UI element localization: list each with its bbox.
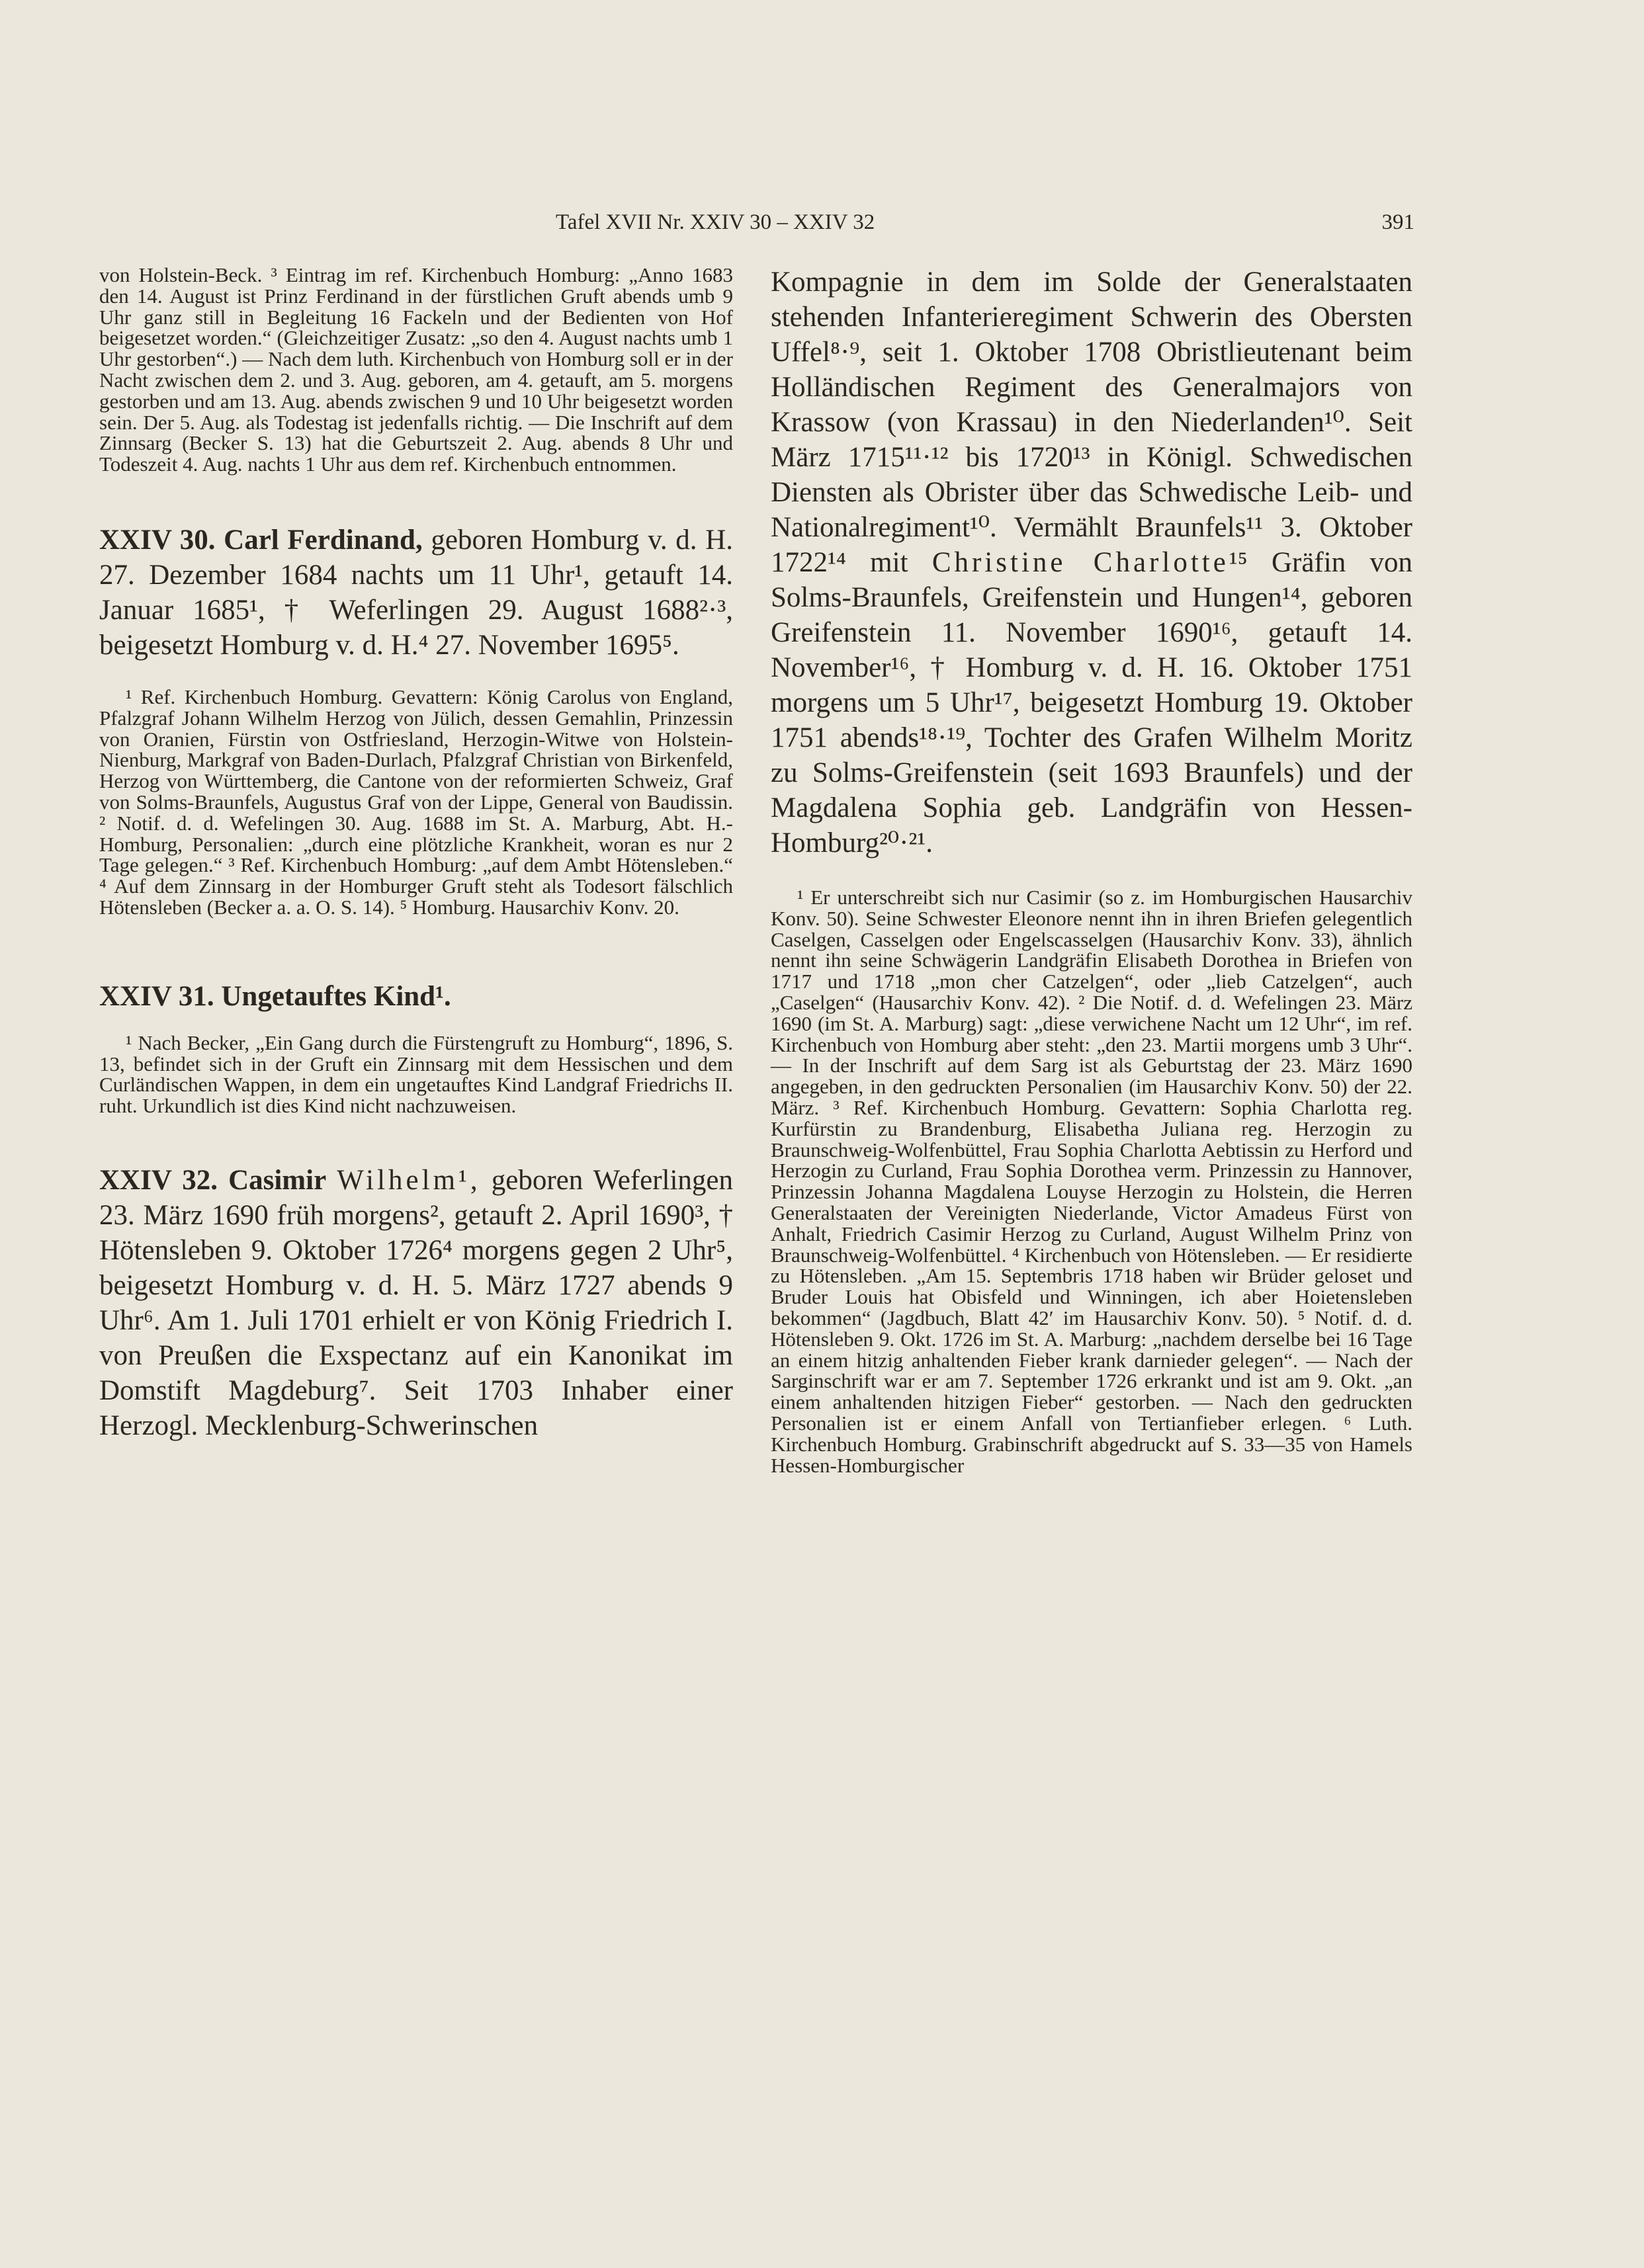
footnote-block-31: ¹ Nach Becker, „Ein Gang durch die Fürstengruft zu Homburg“, 1896, S. 13, befindet sich in der Gruft ein Zinnsarg mit dem Hessischen und dem Curländischen Wappen, in dem ein ungetauftes Kind Landgraf Friedrichs II. ruht. Urkundlich ist dies Kind nicht nachzuweisen. [99, 1030, 733, 1118]
running-title: Tafel XVII Nr. XXIV 30 – XXIV 32 [556, 210, 875, 234]
page-header [99, 210, 1414, 243]
entry-name-secondary: Wilhelm¹, [337, 1164, 481, 1196]
continued-text: Kompagnie in dem im Solde der Generalstaaten stehenden Infanterieregiment Schwerin des Obersten Uffel⁸·⁹, seit 1. Oktober 1708 Obristlieutenant beim Holländischen Regiment des Generalmajors von Krassow (von Krassau) in den Niederlanden¹⁰. Seit März 1715¹¹·¹² bis 1720¹³ in Königl. Schwedischen Diensten als Obrister über das Schwedische Leib- und Nationalregiment¹⁰. Vermählt Braunfels¹¹ 3. Oktober 1722¹⁴ mit [771, 267, 1412, 578]
continued-footnote: von Holstein-Beck. ³ Eintrag im ref. Kirchenbuch Homburg: „Anno 1683 den 14. August ist Prinz Ferdinand in der fürstlichen Gruft abends umb 9 Uhr ganz still in Begleitung 16 Fackeln und der Bedienten von Hof beigesetzet worden.“ (Gleichzeitiger Zusatz: „so den 4. August nachts umb 1 Uhr gestorben“.) — Nach dem luth. Kirchenbuch von Homburg soll er in der Nacht zwischen dem 2. und 3. Aug. geboren, am 4. getauft, am 5. morgens gestorben und am 13. Aug. abends zwischen 9 und 10 Uhr beigesetzt worden sein. Der 5. Aug. als Todestag ist jedenfalls richtig. — Die Inschrift auf dem Zinnsarg (Becker S. 13) hat die Geburtszeit 2. Aug. abends 8 Uhr und Todeszeit 4. Aug. nachts 1 Uhr aus dem ref. Kirchenbuch entnommen. [99, 263, 733, 476]
entry-name: Carl Ferdinand, [224, 524, 423, 556]
entry-xxiv-31 [99, 979, 733, 1014]
entry-number: XXIV 32. [99, 1164, 218, 1196]
continued-text-2: ¹⁵ Gräfin von Solms-Braunfels, Greifenstein und Hungen¹⁴, geboren Greifenstein 11. November 1690¹⁶, getauft 14. November¹⁶, † Homburg v. d. H. 16. Oktober 1751 morgens um 5 Uhr¹⁷, beigesetzt Homburg 19. Oktober 1751 abends¹⁸·¹⁹, Tochter des Grafen Wilhelm Moritz zu Solms-Greifenstein (seit 1693 Braunfels) und der Magdalena Sophia geb. Landgräfin von Hessen-Homburg²⁰·²¹. [771, 547, 1412, 859]
entry-number: XXIV 30. [99, 524, 216, 556]
left-column [99, 265, 733, 1443]
right-column [771, 265, 1412, 1476]
entry-xxiv-32-continued [771, 265, 1412, 861]
entry-text: geboren Homburg v. d. H. 27. Dezember 1684 nachts um 11 Uhr¹, getauft 14. Januar 1685¹, † Weferlingen 29. August 1688²·³, beigesetzt Homburg v. d. H.⁴ 27. November 1695⁵. [99, 524, 733, 661]
footnote-block-32: ¹ Er unterschreibt sich nur Casimir (so z. im Homburgischen Hausarchiv Konv. 50). Seine Schwester Eleonore nennt ihn in ihren Briefen gelegentlich Caselgen, Casselgen oder Engelscasselgen (Hausarchiv Konv. 33), ähnlich nennt ihn seine Schwägerin Landgräfin Elisabeth Dorothea in Briefen von 1717 und 1718 „mon cher Catzelgen“, oder „lieb Catzelgen“, auch „Caselgen“ (Hausarchiv Konv. 42). ² Die Notif. d. d. Wefelingen 23. März 1690 (im St. A. Marburg) sagt: „diese verwichene Nacht um 12 Uhr“, im ref. Kirchenbuch von Homburg aber steht: „den 23. Martii morgens umb 3 Uhr“. — In der Inschrift auf dem Sarg ist als Geburtstag der 23. März 1690 angegeben, in den gedruckten Personalien (im Hausarchiv Konv. 50) der 22. März. ³ Ref. Kirchenbuch Homburg. Gevattern: Sophia Charlotta reg. Kurfürstin zu Brandenburg, Elisabetha Juliana reg. Herzogin zu Braunschweig-Wolfenbüttel, Frau Sophia Charlotta Aebtissin zu Herford und Herzogin zu Curland, Frau Sophia Dorothea verm. Prinzessin zu Hannover, Prinzessin Johanna Magdalena Louyse Herzogin zu Holstein, die Herren Generalstaaten der Vereinigten Niederlande, Victor Amadeus Fürst von Anhalt, Friedrich Casimir Herzog zu Curland, August Wilhelm Prinz von Braunschweig-Wolfenbüttel. ⁴ Kirchenbuch von Hötensleben. — Er residierte zu Hötensleben. „Am 15. Septembris 1718 haben wir Brüder geloset und Bruder Louis hat Obisfeld und Winningen, ich aber Hoietensleben bekommen“ (Jagdbuch, Blatt 42′ im Hausarchiv Konv. 50). ⁵ Notif. d. d. Hötensleben 9. Okt. 1726 im St. A. Marburg: „nachdem derselbe bei 16 Tage an einem hitzig anhaltenden Fieber krank darnieder gelegen“. — Nach der Sarginschrift war er am 7. September 1726 erkrankt und ist am 9. Okt. „an einem anhaltenden hitzigen Fieber“ gestorben. — Nach den gedruckten Personalien ist er einem Anfall von Tertianfieber erlegen. ⁶ Luth. Kirchenbuch Homburg. Grabinschrift abgedruckt auf S. 33—35 von Hamels Hessen-Homburgischer [771, 886, 1412, 1477]
entry-name: Casimir [228, 1164, 327, 1196]
page-number: 391 [1381, 210, 1414, 234]
entry-number: XXIV 31. [99, 980, 214, 1012]
spouse-name: Christine Charlotte [931, 547, 1229, 578]
footnote-block-30: ¹ Ref. Kirchenbuch Homburg. Gevattern: König Carolus von England, Pfalzgraf Johann Wilhelm Herzog von Jülich, dessen Gemahlin, Prinzessin von Oranien, Fürstin von Ostfriesland, Herzogin-Witwe von Holstein-Nienburg, Markgraf von Baden-Durlach, Pfalzgraf Christian von Birkenfeld, Herzog von Württemberg, die Cantone von der reformierten Schweiz, Graf von Solms-Braunfels, Augustus Graf von der Lippe, General von Baudissin. ² Notif. d. d. Wefelingen 30. Aug. 1688 im St. A. Marburg, Abt. H.-Homburg, Personalien: „durch eine plötzliche Krankheit, woran es nur 2 Tage gelegen.“ ³ Ref. Kirchenbuch Homburg: „auf dem Ambt Hötensleben.“ ⁴ Auf dem Zinnsarg in der Homburger Gruft steht als Todesort fälschlich Hötensleben (Becker a. a. O. S. 14). ⁵ Homburg. Hausarchiv Konv. 20. [99, 685, 733, 919]
entry-xxiv-32 [99, 1163, 733, 1443]
entry-name: Ungetauftes Kind¹. [221, 980, 451, 1012]
entry-xxiv-30 [99, 523, 733, 663]
entry-text: geboren Weferlingen 23. März 1690 früh morgens², getauft 2. April 1690³, † Hötensleben 9. Oktober 1726⁴ morgens gegen 2 Uhr⁵, beigesetzt Homburg v. d. H. 5. März 1727 abends 9 Uhr⁶. Am 1. Juli 1701 erhielt er von König Friedrich I. von Preußen die Exspectanz auf ein Kanonikat im Domstift Magdeburg⁷. Seit 1703 Inhaber einer Herzogl. Mecklenburg-Schwerinschen [99, 1164, 734, 1441]
